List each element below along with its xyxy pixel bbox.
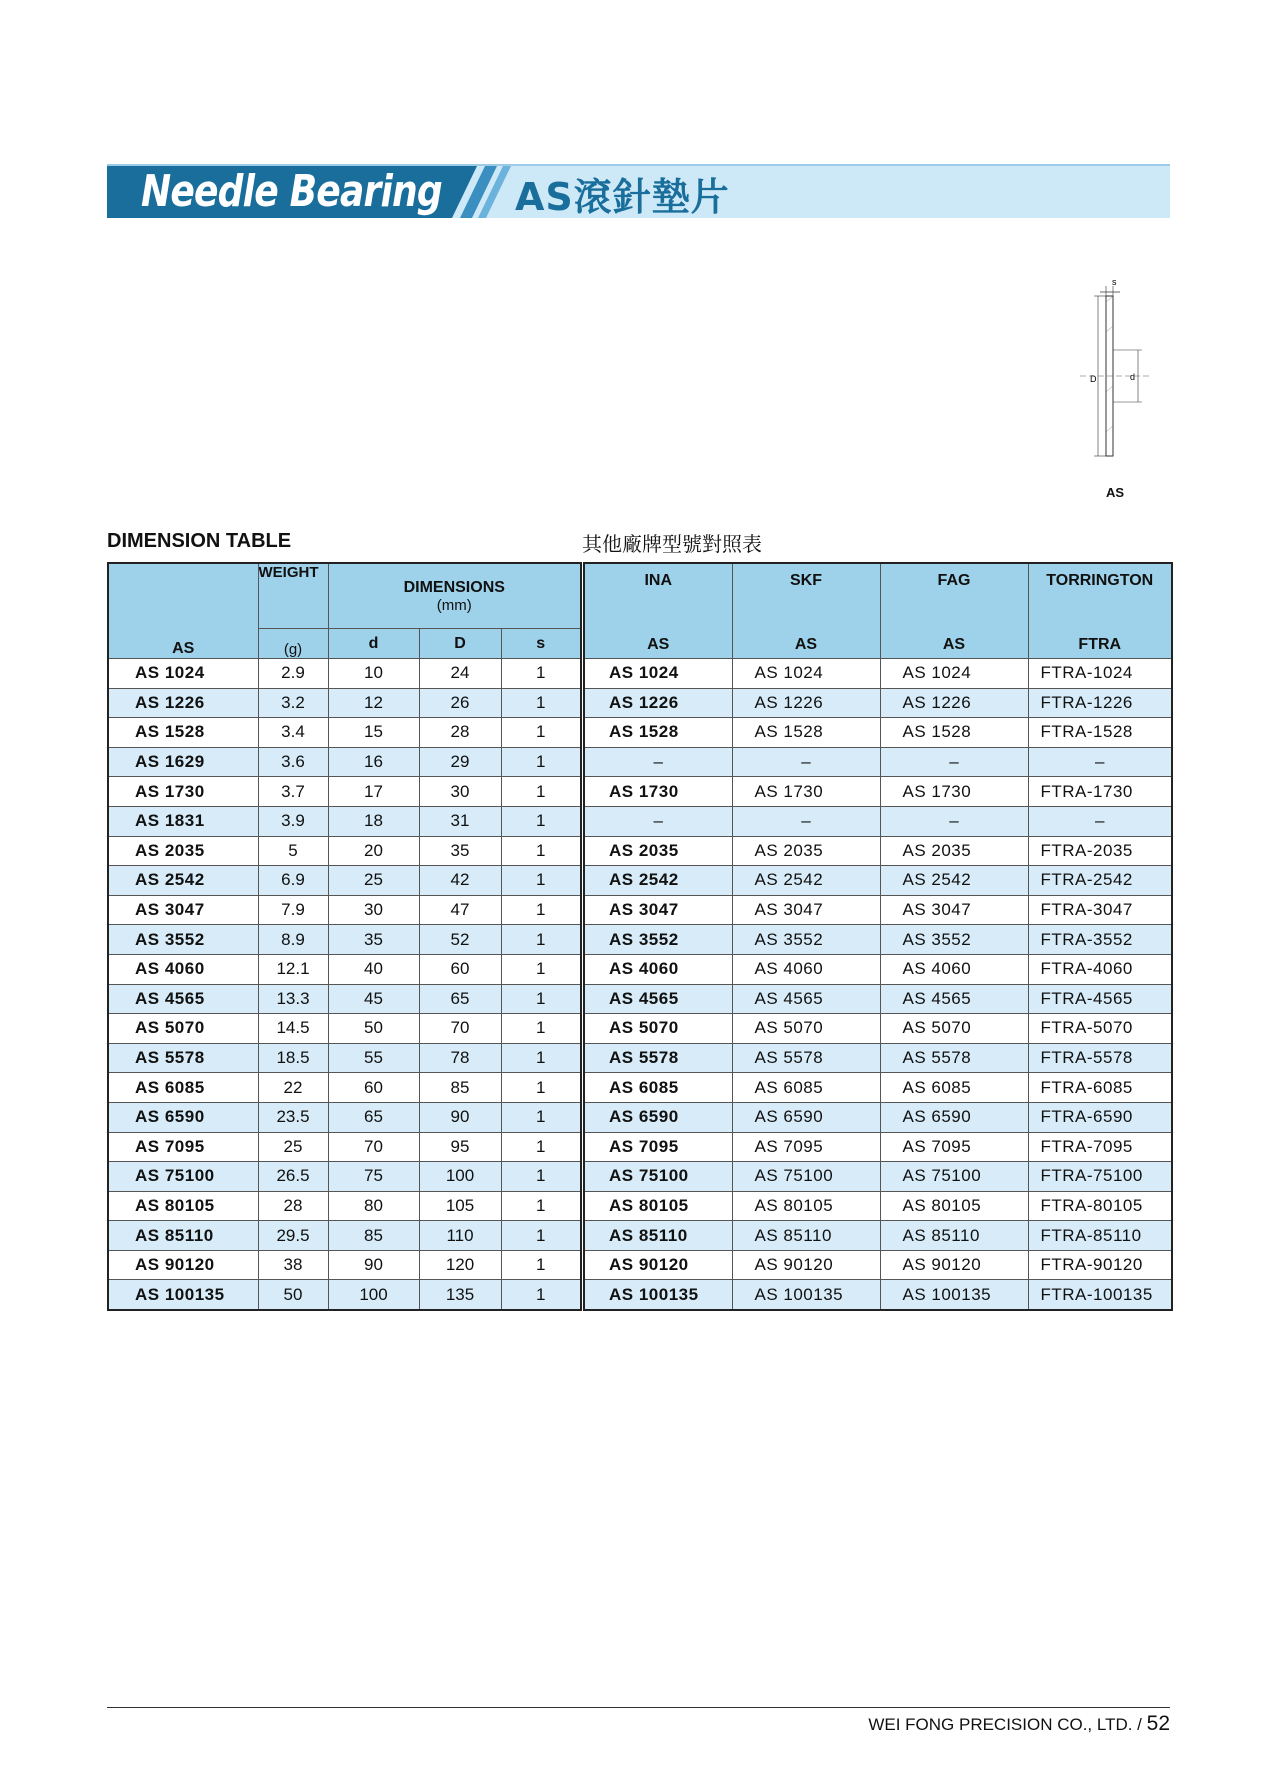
ina-sub-label: AS	[647, 636, 670, 653]
cell-ina: AS 4060	[584, 954, 732, 984]
table-row	[108, 1102, 581, 1132]
cell-as: AS 90120	[108, 1250, 258, 1280]
fag-sub-label: AS	[942, 636, 966, 653]
cell-D: 31	[419, 806, 501, 836]
table-row	[584, 747, 1172, 777]
cell-ina: AS 1226	[584, 688, 732, 718]
cell-ina: AS 80105	[584, 1191, 732, 1221]
table-row	[584, 1221, 1172, 1251]
cell-s: 1	[501, 806, 581, 836]
cell-D: 65	[419, 984, 501, 1014]
cell-fag: AS 1528	[880, 718, 1028, 748]
cell-D: 52	[419, 925, 501, 955]
cell-D: 78	[419, 1043, 501, 1073]
cell-skf: AS 6590	[732, 1102, 880, 1132]
cell-s: 1	[501, 1250, 581, 1280]
cell-s: 1	[501, 836, 581, 866]
table-row	[108, 1132, 581, 1162]
cell-d: 10	[328, 659, 419, 689]
cell-d: 35	[328, 925, 419, 955]
cell-d: 100	[328, 1280, 419, 1310]
cell-skf: AS 4060	[732, 954, 880, 984]
cell-d: 60	[328, 1073, 419, 1103]
cell-torrington: FTRA-85110	[1028, 1221, 1172, 1251]
cell-s: 1	[501, 1014, 581, 1044]
table-row	[108, 718, 581, 748]
cell-as: AS 4565	[108, 984, 258, 1014]
cell-s: 1	[501, 1280, 581, 1310]
table-row	[584, 1280, 1172, 1310]
cell-as: AS 6085	[108, 1073, 258, 1103]
cell-s: 1	[501, 1102, 581, 1132]
cell-weight: 12.1	[258, 954, 328, 984]
table-row	[108, 1280, 581, 1310]
cell-skf: AS 4565	[732, 984, 880, 1014]
cell-as: AS 1024	[108, 659, 258, 689]
cell-d: 30	[328, 895, 419, 925]
cell-torrington: FTRA-80105	[1028, 1191, 1172, 1221]
dimension-table	[107, 562, 582, 1311]
cell-weight: 7.9	[258, 895, 328, 925]
table-row	[584, 1073, 1172, 1103]
cell-D: 110	[419, 1221, 501, 1251]
cell-weight: 28	[258, 1191, 328, 1221]
table-row	[108, 866, 581, 896]
cell-D: 35	[419, 836, 501, 866]
cell-ina: AS 85110	[584, 1221, 732, 1251]
cell-as: AS 85110	[108, 1221, 258, 1251]
cell-D: 95	[419, 1132, 501, 1162]
dim-s-label: s	[1112, 277, 1117, 287]
ina-label: INA	[644, 572, 673, 589]
table-row	[108, 895, 581, 925]
cell-s: 1	[501, 777, 581, 807]
cell-s: 1	[501, 895, 581, 925]
cell-as: AS 2035	[108, 836, 258, 866]
cell-fag: –	[880, 747, 1028, 777]
cell-fag: AS 90120	[880, 1250, 1028, 1280]
cell-d: 20	[328, 836, 419, 866]
col-weight-unit: (g)	[258, 629, 328, 659]
cell-ina: AS 2542	[584, 866, 732, 896]
cell-D: 30	[419, 777, 501, 807]
table-row	[108, 1043, 581, 1073]
cell-as: AS 100135	[108, 1280, 258, 1310]
cell-D: 24	[419, 659, 501, 689]
cell-s: 1	[501, 1221, 581, 1251]
table-row	[108, 984, 581, 1014]
cell-torrington: FTRA-2542	[1028, 866, 1172, 896]
cell-fag: AS 3552	[880, 925, 1028, 955]
dimension-table-caption: DIMENSION TABLE	[107, 530, 292, 552]
cell-torrington: FTRA-6085	[1028, 1073, 1172, 1103]
table-row	[584, 688, 1172, 718]
cell-skf: –	[732, 806, 880, 836]
cell-as: AS 1528	[108, 718, 258, 748]
cell-ina: AS 100135	[584, 1280, 732, 1310]
cell-weight: 26.5	[258, 1162, 328, 1192]
cell-fag: AS 100135	[880, 1280, 1028, 1310]
cell-weight: 50	[258, 1280, 328, 1310]
table-row	[584, 806, 1172, 836]
col-ina-header	[584, 563, 732, 659]
cell-s: 1	[501, 954, 581, 984]
header-banner	[107, 164, 1170, 218]
cell-ina: AS 1528	[584, 718, 732, 748]
cell-ina: AS 6085	[584, 1073, 732, 1103]
cell-s: 1	[501, 1073, 581, 1103]
cell-s: 1	[501, 747, 581, 777]
table-row	[584, 1132, 1172, 1162]
cell-s: 1	[501, 688, 581, 718]
cell-fag: AS 1730	[880, 777, 1028, 807]
cell-s: 1	[501, 1043, 581, 1073]
cell-weight: 29.5	[258, 1221, 328, 1251]
cross-reference-table	[583, 562, 1173, 1311]
col-d-header: d	[328, 629, 419, 659]
cell-as: AS 1831	[108, 806, 258, 836]
cell-s: 1	[501, 984, 581, 1014]
cell-as: AS 1226	[108, 688, 258, 718]
cell-weight: 3.2	[258, 688, 328, 718]
table-row	[108, 1250, 581, 1280]
cell-d: 18	[328, 806, 419, 836]
cell-ina: –	[584, 747, 732, 777]
cell-fag: AS 75100	[880, 1162, 1028, 1192]
cell-torrington: FTRA-4060	[1028, 954, 1172, 984]
cell-ina: AS 75100	[584, 1162, 732, 1192]
cell-ina: AS 2035	[584, 836, 732, 866]
cell-fag: AS 2035	[880, 836, 1028, 866]
cell-D: 100	[419, 1162, 501, 1192]
cell-skf: AS 1024	[732, 659, 880, 689]
cell-D: 28	[419, 718, 501, 748]
table-row	[584, 925, 1172, 955]
cell-D: 120	[419, 1250, 501, 1280]
table-row	[108, 688, 581, 718]
table-row	[584, 1043, 1172, 1073]
col-dimensions-header	[328, 563, 581, 629]
cell-torrington: FTRA-90120	[1028, 1250, 1172, 1280]
table-row	[108, 1221, 581, 1251]
cell-torrington: FTRA-3047	[1028, 895, 1172, 925]
cell-weight: 3.4	[258, 718, 328, 748]
table-row	[108, 659, 581, 689]
cell-fag: AS 4060	[880, 954, 1028, 984]
cell-ina: AS 4565	[584, 984, 732, 1014]
cell-fag: AS 7095	[880, 1132, 1028, 1162]
cell-d: 15	[328, 718, 419, 748]
cell-torrington: FTRA-75100	[1028, 1162, 1172, 1192]
cell-ina: AS 1730	[584, 777, 732, 807]
dimensions-label: DIMENSIONS	[403, 578, 505, 596]
cell-as: AS 5070	[108, 1014, 258, 1044]
cell-fag: AS 80105	[880, 1191, 1028, 1221]
dim-d-label: d	[1130, 372, 1136, 382]
washer-drawing	[1070, 272, 1160, 482]
cell-skf: AS 3047	[732, 895, 880, 925]
table-row	[584, 659, 1172, 689]
cell-skf: AS 6085	[732, 1073, 880, 1103]
cell-skf: AS 3552	[732, 925, 880, 955]
table-row	[584, 866, 1172, 896]
cell-D: 135	[419, 1280, 501, 1310]
cell-as: AS 3047	[108, 895, 258, 925]
cell-s: 1	[501, 1132, 581, 1162]
cell-as: AS 5578	[108, 1043, 258, 1073]
table-row	[108, 925, 581, 955]
table-row	[584, 1102, 1172, 1132]
cell-fag: AS 1024	[880, 659, 1028, 689]
cell-skf: AS 75100	[732, 1162, 880, 1192]
cell-D: 90	[419, 1102, 501, 1132]
banner-title-cn: AS滾針墊片	[515, 175, 730, 219]
cell-d: 16	[328, 747, 419, 777]
cell-d: 17	[328, 777, 419, 807]
cell-fag: –	[880, 806, 1028, 836]
cell-skf: AS 5070	[732, 1014, 880, 1044]
cell-D: 47	[419, 895, 501, 925]
table-row	[108, 777, 581, 807]
cell-s: 1	[501, 718, 581, 748]
dimensions-unit: (mm)	[436, 596, 472, 614]
cell-d: 75	[328, 1162, 419, 1192]
footer-rule	[107, 1707, 1170, 1708]
cell-torrington: FTRA-7095	[1028, 1132, 1172, 1162]
cell-torrington: FTRA-4565	[1028, 984, 1172, 1014]
cell-as: AS 1730	[108, 777, 258, 807]
cell-as: AS 1629	[108, 747, 258, 777]
cell-ina: –	[584, 806, 732, 836]
cell-D: 26	[419, 688, 501, 718]
cell-skf: AS 2035	[732, 836, 880, 866]
cell-torrington: FTRA-1226	[1028, 688, 1172, 718]
cell-ina: AS 7095	[584, 1132, 732, 1162]
table-row	[108, 1191, 581, 1221]
table-row	[584, 777, 1172, 807]
table-row	[108, 1073, 581, 1103]
cell-torrington: FTRA-6590	[1028, 1102, 1172, 1132]
table-row	[584, 895, 1172, 925]
cell-torrington: FTRA-1024	[1028, 659, 1172, 689]
cell-skf: AS 100135	[732, 1280, 880, 1310]
cell-as: AS 7095	[108, 1132, 258, 1162]
table-row	[108, 747, 581, 777]
cell-d: 45	[328, 984, 419, 1014]
col-skf-header	[732, 563, 880, 659]
col-as-header: AS	[108, 563, 258, 659]
cell-skf: AS 1730	[732, 777, 880, 807]
skf-label: SKF	[790, 572, 822, 589]
cell-skf: AS 80105	[732, 1191, 880, 1221]
cell-torrington: FTRA-1528	[1028, 718, 1172, 748]
cell-skf: AS 1528	[732, 718, 880, 748]
cell-weight: 3.9	[258, 806, 328, 836]
cell-d: 85	[328, 1221, 419, 1251]
cell-fag: AS 3047	[880, 895, 1028, 925]
cell-torrington: –	[1028, 747, 1172, 777]
cell-d: 65	[328, 1102, 419, 1132]
cell-ina: AS 3552	[584, 925, 732, 955]
cell-as: AS 2542	[108, 866, 258, 896]
diagram-caption: AS	[1105, 485, 1125, 500]
cell-fag: AS 4565	[880, 984, 1028, 1014]
cell-d: 80	[328, 1191, 419, 1221]
cell-torrington: FTRA-1730	[1028, 777, 1172, 807]
cell-weight: 22	[258, 1073, 328, 1103]
cell-weight: 5	[258, 836, 328, 866]
table-row	[108, 806, 581, 836]
cell-skf: AS 5578	[732, 1043, 880, 1073]
cell-d: 12	[328, 688, 419, 718]
page-number: 52	[1146, 1712, 1170, 1735]
cell-D: 105	[419, 1191, 501, 1221]
cell-as: AS 3552	[108, 925, 258, 955]
cell-s: 1	[501, 866, 581, 896]
cell-weight: 14.5	[258, 1014, 328, 1044]
cell-d: 40	[328, 954, 419, 984]
banner-title-en: Needle Bearing	[141, 166, 442, 217]
cell-skf: AS 2542	[732, 866, 880, 896]
table-row	[584, 1250, 1172, 1280]
col-D-header: D	[419, 629, 501, 659]
cell-ina: AS 3047	[584, 895, 732, 925]
cell-torrington: FTRA-5070	[1028, 1014, 1172, 1044]
cell-ina: AS 6590	[584, 1102, 732, 1132]
table-row	[584, 1162, 1172, 1192]
cell-skf: AS 85110	[732, 1221, 880, 1251]
cell-weight: 25	[258, 1132, 328, 1162]
cell-torrington: FTRA-3552	[1028, 925, 1172, 955]
cell-s: 1	[501, 1191, 581, 1221]
cell-weight: 38	[258, 1250, 328, 1280]
cell-as: AS 6590	[108, 1102, 258, 1132]
cell-weight: 6.9	[258, 866, 328, 896]
col-fag-header	[880, 563, 1028, 659]
cell-D: 42	[419, 866, 501, 896]
cell-ina: AS 1024	[584, 659, 732, 689]
cell-skf: AS 90120	[732, 1250, 880, 1280]
cell-weight: 18.5	[258, 1043, 328, 1073]
cell-fag: AS 5070	[880, 1014, 1028, 1044]
cell-weight: 8.9	[258, 925, 328, 955]
cell-s: 1	[501, 925, 581, 955]
torrington-label: TORRINGTON	[1046, 572, 1154, 589]
cell-fag: AS 6085	[880, 1073, 1028, 1103]
table-row	[584, 954, 1172, 984]
cell-fag: AS 1226	[880, 688, 1028, 718]
washer-diagram	[1070, 272, 1160, 502]
col-weight-header: WEIGHT	[258, 563, 328, 629]
cell-D: 70	[419, 1014, 501, 1044]
cell-skf: –	[732, 747, 880, 777]
table-row	[108, 954, 581, 984]
table-row	[584, 1014, 1172, 1044]
table-row	[108, 836, 581, 866]
table-row	[584, 836, 1172, 866]
cell-skf: AS 7095	[732, 1132, 880, 1162]
table-row	[108, 1162, 581, 1192]
dim-D-label: D	[1090, 374, 1097, 384]
cell-weight: 3.6	[258, 747, 328, 777]
cell-ina: AS 5578	[584, 1043, 732, 1073]
fag-label: FAG	[937, 572, 971, 589]
footer-company: WEI FONG PRECISION CO., LTD. /	[868, 1715, 1147, 1734]
footer	[868, 1712, 1170, 1736]
cell-s: 1	[501, 1162, 581, 1192]
table-row	[584, 1191, 1172, 1221]
cell-as: AS 75100	[108, 1162, 258, 1192]
cell-fag: AS 85110	[880, 1221, 1028, 1251]
cell-fag: AS 2542	[880, 866, 1028, 896]
cell-d: 90	[328, 1250, 419, 1280]
col-torrington-header	[1028, 563, 1172, 659]
table-row	[584, 718, 1172, 748]
col-s-header: s	[501, 629, 581, 659]
table-row	[108, 1014, 581, 1044]
cell-fag: AS 6590	[880, 1102, 1028, 1132]
cell-d: 50	[328, 1014, 419, 1044]
cell-d: 55	[328, 1043, 419, 1073]
skf-sub-label: AS	[794, 636, 818, 653]
cell-as: AS 80105	[108, 1191, 258, 1221]
cell-D: 60	[419, 954, 501, 984]
torrington-sub-label: FTRA	[1078, 636, 1122, 653]
cell-D: 85	[419, 1073, 501, 1103]
cell-weight: 2.9	[258, 659, 328, 689]
cell-fag: AS 5578	[880, 1043, 1028, 1073]
cell-ina: AS 5070	[584, 1014, 732, 1044]
cell-D: 29	[419, 747, 501, 777]
cell-weight: 13.3	[258, 984, 328, 1014]
cell-torrington: FTRA-5578	[1028, 1043, 1172, 1073]
cell-weight: 23.5	[258, 1102, 328, 1132]
cell-skf: AS 1226	[732, 688, 880, 718]
table-row	[584, 984, 1172, 1014]
cell-d: 25	[328, 866, 419, 896]
cell-as: AS 4060	[108, 954, 258, 984]
cell-weight: 3.7	[258, 777, 328, 807]
cell-ina: AS 90120	[584, 1250, 732, 1280]
cell-s: 1	[501, 659, 581, 689]
cell-torrington: FTRA-2035	[1028, 836, 1172, 866]
cell-d: 70	[328, 1132, 419, 1162]
cell-torrington: FTRA-100135	[1028, 1280, 1172, 1310]
cell-torrington: –	[1028, 806, 1172, 836]
cross-reference-caption: 其他廠牌型號對照表	[582, 532, 762, 556]
